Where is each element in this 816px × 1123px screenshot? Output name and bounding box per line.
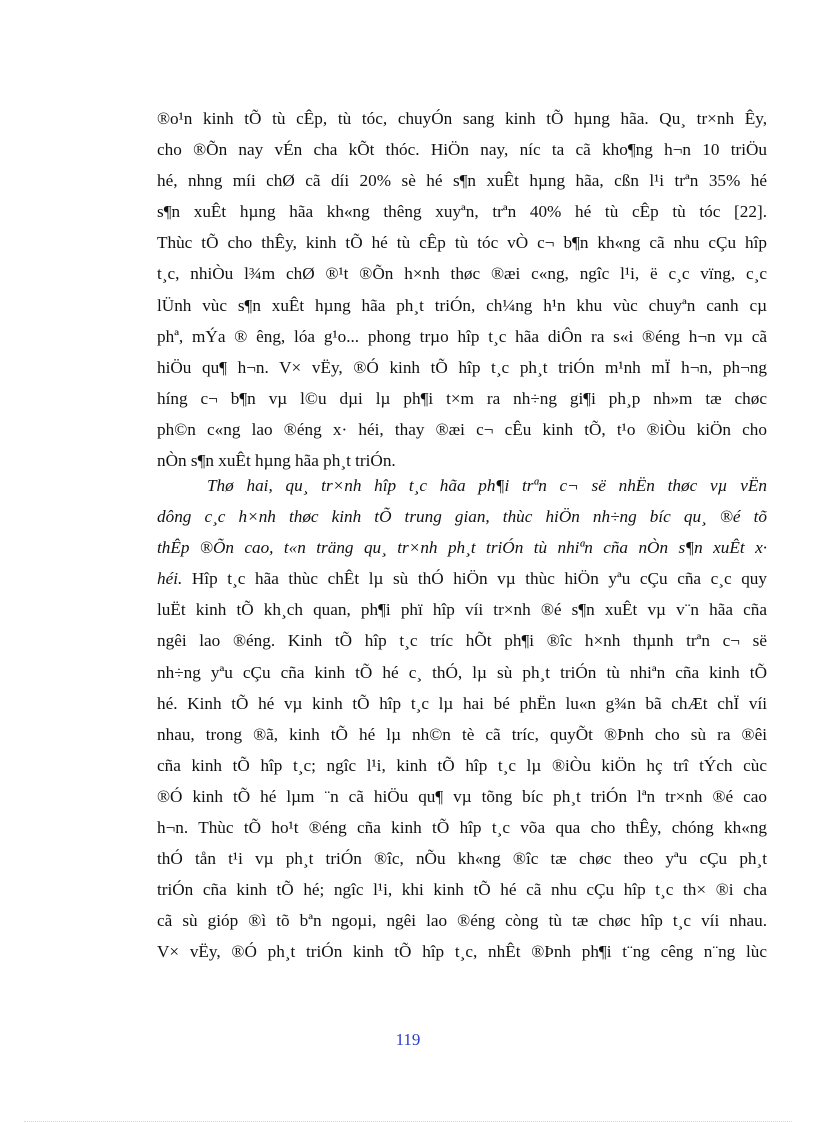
text-line: hé, nhng míi chØ cã díi 20% sè hé s¶n xuÊt hµng hãa, cßn l¹i trªn 35% hé (157, 171, 767, 191)
footer-divider (24, 1121, 792, 1122)
text-line: cña kinh tÕ hîp t¸c; ngîc l¹i, kinh tÕ hîp t¸c lµ ®iÒu kiÖn hç trî tÝch cùc (157, 755, 767, 775)
text-line: nh÷ng yªu cÇu cña kinh tÕ hé c¸ thÓ, lµ sù ph¸t triÓn tù nhiªn cña kinh tÕ (157, 662, 767, 682)
text-line: phª, mÝa ® êng, lóa g¹o... phong trµo hîp t¸c hãa diÔn ra s«i ®éng h¬n vµ cã (157, 326, 767, 346)
text-line: cho ®Õn nay vÉn cha kÕt thóc. HiÖn nay, níc ta cã kho¶ng h¬n 10 triÖu (157, 140, 767, 160)
paragraph-1 (157, 103, 767, 476)
text-line: ngêi lao ®éng. Kinh tÕ hîp t¸c tríc hÕt ph¶i ®îc h×nh thµnh trªn c¬ së (157, 631, 767, 651)
text-line-italic: Thø hai, qu¸ tr×nh hîp t¸c hãa ph¶i trªn c¬ së nhËn thøc vµ vËn (207, 476, 767, 495)
italic-run: héi. (157, 569, 183, 589)
text-line: luËt kinh tÕ kh¸ch quan, ph¶i phï hîp víi tr×nh ®é s¶n xuÊt vµ v¨n hãa cña (157, 600, 767, 620)
text-line: nÒn s¶n xuÊt hµng hãa ph¸t triÓn. (157, 451, 396, 471)
text-line-italic: thÊp ®Õn cao, t«n träng qu¸ tr×nh ph¸t triÓn tù nhiªn cña nÒn s¶n xuÊt x· (157, 538, 767, 558)
text-line: ®Ó kinh tÕ hé lµm ¨n cã hiÖu qu¶ vµ tõng bíc ph¸t triÓn lªn tr×nh ®é cao (157, 786, 767, 806)
page-number: 119 (395, 1030, 421, 1049)
text-line: s¶n xuÊt hµng hãa kh«ng thêng xuyªn, trªn 40% hé tù cÊp tù tóc [22]. (157, 202, 767, 222)
text-line: nhau, trong ®ã, kinh tÕ hé lµ nh©n tè cã tríc, quyÕt ®Þnh cho sù ra ®êi (157, 724, 767, 744)
text-line: V× vËy, ®Ó ph¸t triÓn kinh tÕ hîp t¸c, nhÊt ®Þnh ph¶i t¨ng cêng n¨ng lùc (157, 942, 767, 962)
text-line: Thùc tÕ cho thÊy, kinh tÕ hé tù cÊp tù tóc vÒ c¬ b¶n kh«ng cã nhu cÇu hîp (157, 233, 767, 253)
text-line: t¸c, nhiÒu l¾m chØ ®¹t ®Õn h×nh thøc ®æi c«ng, ngîc l¹i, ë c¸c vïng, c¸c (157, 264, 767, 284)
text-line: lÜnh vùc s¶n xuÊt hµng hãa ph¸t triÓn, ch¼ng h¹n khu vùc chuyªn canh cµ (157, 295, 767, 315)
text-line: thÓ tån t¹i vµ ph¸t triÓn ®îc, nÕu kh«ng ®îc tæ chøc theo yªu cÇu ph¸t (157, 849, 767, 869)
text-line-italic: dông c¸c h×nh thøc kinh tÕ trung gian, thùc hiÖn nh÷ng bíc qu¸ ®é tõ (157, 507, 767, 527)
text-line: héi. Hîp t¸c hãa thùc chÊt lµ sù thÓ hiÖn vµ thùc hiÖn yªu cÇu cña c¸c quy (157, 569, 767, 589)
text-line: ®o¹n kinh tÕ tù cÊp, tù tóc, chuyÓn sang kinh tÕ hµng hãa. Qu¸ tr×nh Êy, (157, 109, 767, 128)
text-line: ph©n c«ng lao ®éng x· héi, thay ®æi c¬ cÊu kinh tÕ, t¹o ®iÒu kiÖn cho (157, 419, 767, 439)
text-line: h¬n. Thùc tÕ ho¹t ®éng cña kinh tÕ hîp t¸c võa qua cho thÊy, chóng kh«ng (157, 818, 767, 838)
paragraph-2 (157, 470, 767, 968)
text-line: híng c¬ b¶n vµ l©u dµi lµ ph¶i t×m ra nh÷ng gi¶i ph¸p nh»m tæ chøc (157, 388, 767, 408)
text-line: hiÖu qu¶ h¬n. V× vËy, ®Ó kinh tÕ hîp t¸c ph¸t triÓn m¹nh mÏ h¬n, ph¬ng (157, 357, 767, 377)
text-line: cã sù gióp ®ì tõ bªn ngoµi, ngêi lao ®éng còng tù tæ chøc hîp t¸c víi nhau. (157, 911, 767, 931)
text-line: triÓn cña kinh tÕ hé; ngîc l¹i, khi kinh tÕ hé cã nhu cÇu hîp t¸c th× ®i cha (157, 880, 767, 900)
text-line: hé. Kinh tÕ hé vµ kinh tÕ hîp t¸c lµ hai bé phËn lu«n g¾n bã chÆt chÏ víi (157, 693, 767, 713)
